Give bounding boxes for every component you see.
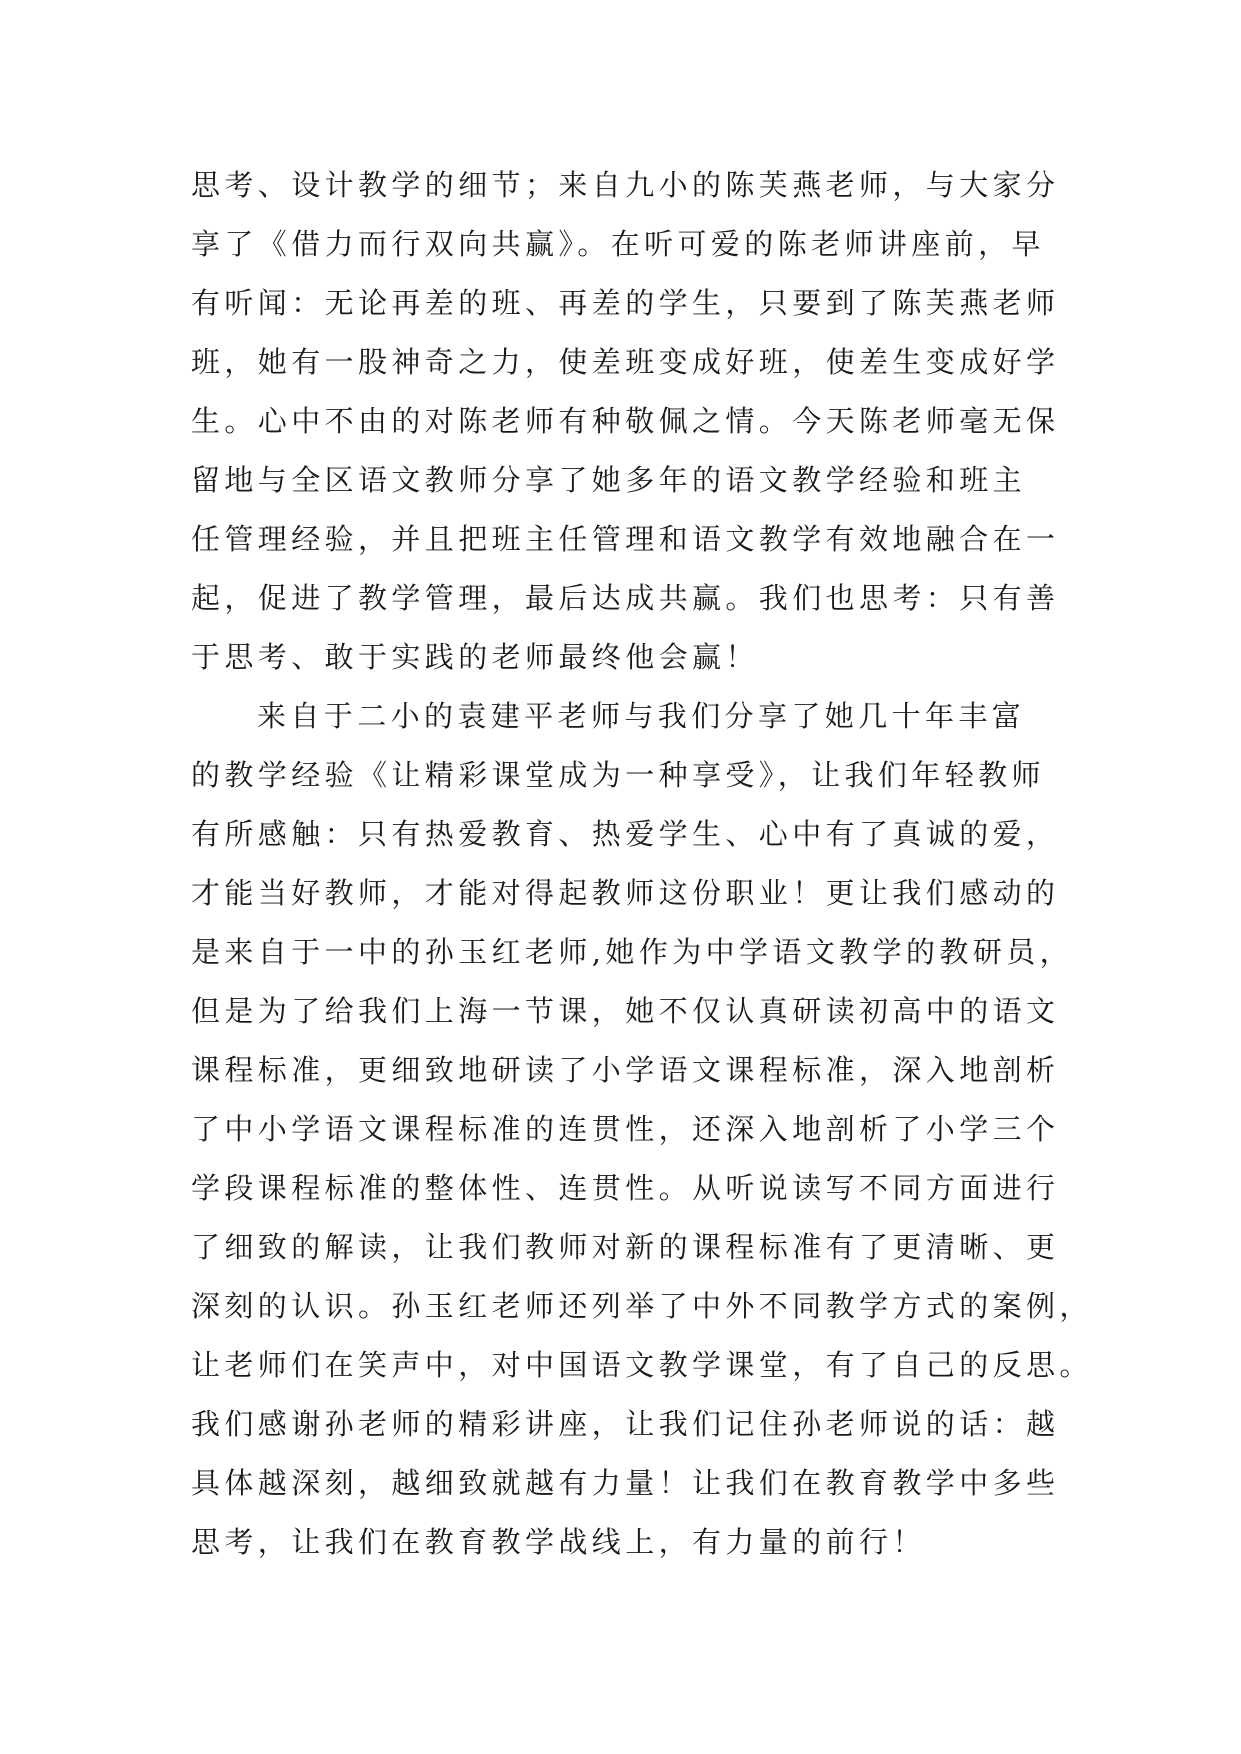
text-line: 于思考、敢于实践的老师最终他会赢！ — [191, 640, 759, 674]
text-line: 有听闻：无论再差的班、再差的学生，只要到了陈芙燕老师 — [191, 286, 1060, 320]
text-line: 课程标准，更细致地研读了小学语文课程标准，深入地剖析 — [191, 1053, 1060, 1087]
text-line: 任管理经验，并且把班主任管理和语文教学有效地融合在一 — [191, 522, 1060, 556]
document-body — [191, 156, 1093, 1572]
text-line: 班，她有一股神奇之力，使差班变成好班，使差生变成好学 — [191, 345, 1060, 379]
paragraph-first-line: 来自于二小的袁建平老师与我们分享了她几十年丰富 — [257, 699, 1026, 733]
text-line: 深刻的认识。孙玉红老师还列举了中外不同教学方式的案例， — [191, 1289, 1093, 1323]
text-line: 让老师们在笑声中，对中国语文教学课堂，有了自己的反思。 — [191, 1348, 1093, 1382]
text-line: 思考、设计教学的细节；来自九小的陈芙燕老师，与大家分 — [191, 168, 1060, 202]
text-line: 留地与全区语文教师分享了她多年的语文教学经验和班主 — [191, 463, 1027, 497]
text-line: 享了《借力而行双向共赢》。在听可爱的陈老师讲座前，早 — [191, 227, 1045, 261]
text-line: 我们感谢孙老师的精彩讲座，让我们记住孙老师说的话：越 — [191, 1407, 1060, 1441]
text-line: 具体越深刻，越细致就越有力量！让我们在教育教学中多些 — [191, 1466, 1060, 1500]
text-line: 学段课程标准的整体性、连贯性。从听说读写不同方面进行 — [191, 1171, 1060, 1205]
text-line: 才能当好教师，才能对得起教师这份职业！更让我们感动的 — [191, 876, 1060, 910]
text-line: 了细致的解读，让我们教师对新的课程标准有了更清晰、更 — [191, 1230, 1060, 1264]
text-line: 但是为了给我们上海一节课，她不仅认真研读初高中的语文 — [191, 994, 1060, 1028]
text-line: 的教学经验《让精彩课堂成为一种享受》，让我们年轻教师 — [191, 758, 1045, 792]
text-line: 生。心中不由的对陈老师有种敬佩之情。今天陈老师毫无保 — [191, 404, 1060, 438]
text-line: 是来自于一中的孙玉红老师,她作为中学语文教学的教研员， — [191, 935, 1074, 969]
text-line: 有所感触：只有热爱教育、热爱学生、心中有了真诚的爱， — [191, 817, 1060, 851]
text-line: 起，促进了教学管理，最后达成共赢。我们也思考：只有善 — [191, 581, 1060, 615]
text-line: 了中小学语文课程标准的连贯性，还深入地剖析了小学三个 — [191, 1112, 1060, 1146]
text-line: 思考，让我们在教育教学战线上，有力量的前行！ — [191, 1525, 926, 1559]
